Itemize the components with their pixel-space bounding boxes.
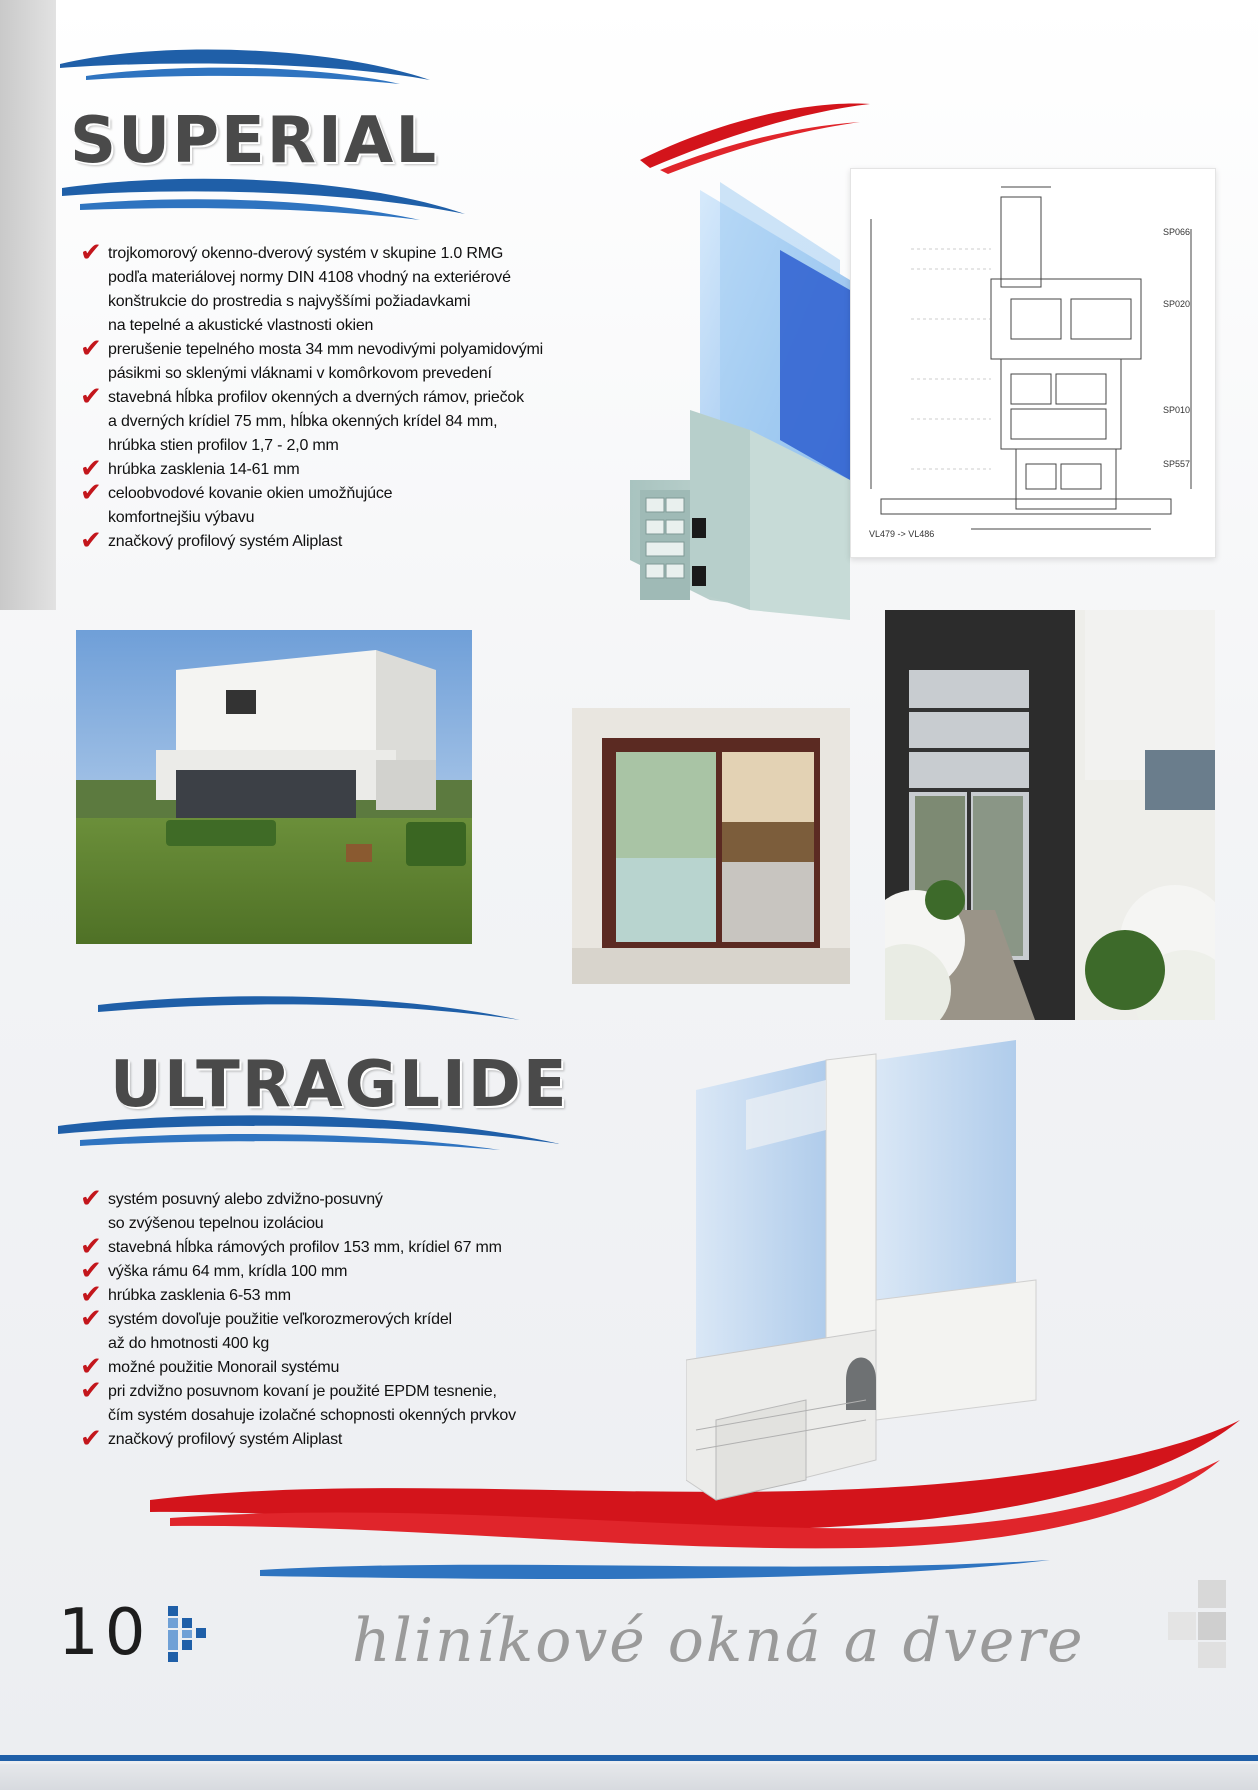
decorative-squares — [1168, 1580, 1232, 1670]
check-icon: ✔ — [80, 1232, 102, 1262]
footer-gray-bar — [0, 1764, 1258, 1790]
label-sp010: SP010 — [1163, 405, 1191, 415]
brand-logo-icon — [168, 1606, 232, 1670]
list-item: ✔ trojkomorový okenno-dverový systém v skupine 1.0 RMG podľa materiálovej normy DIN 4108 vhodný na exteriérové konštrukcie do prostredia s najvyššími požiadavkami na tepelné a akustické vlastnosti okien — [80, 238, 511, 334]
check-icon: ✔ — [80, 1376, 102, 1406]
blue-swoosh-mid-2 — [80, 199, 420, 220]
list-item: ✔ výška rámu 64 mm, krídla 100 mm — [80, 1256, 348, 1286]
check-icon: ✔ — [80, 382, 102, 412]
list-item: ✔ celoobvodové kovanie okien umožňujúce komfortnejšiu výbavu — [80, 478, 393, 526]
house-photo — [76, 630, 472, 944]
list-item: ✔ pri zdvižno posuvnom kovaní je použité EPDM tesnenie, čím systém dosahuje izolačné schopnosti okenných prvkov — [80, 1376, 516, 1424]
superial-feature-list — [78, 238, 638, 556]
list-item: ✔ stavebná hĺbka rámových profilov 153 mm, krídiel 67 mm — [80, 1232, 502, 1262]
ultraglide-title: ULTRAGLIDE — [110, 1048, 569, 1122]
list-item: ✔ možné použitie Monorail systému — [80, 1352, 340, 1382]
list-item: ✔ prerušenie tepelného mosta 34 mm nevodivými polyamidovými pásikmi so sklenými vláknami v komôrkovom prevedení — [80, 334, 544, 382]
check-icon: ✔ — [80, 526, 102, 556]
check-icon: ✔ — [80, 238, 102, 268]
list-item: ✔ stavebná hĺbka profilov okenných a dverných rámov, priečok a dverných krídiel 75 mm, hĺbka okenných krídel 84 mm, hrúbka stien profilov 1,7 - 2,0 mm — [80, 382, 524, 454]
superial-profile-image — [600, 180, 860, 620]
list-item: ✔ hrúbka zasklenia 14-61 mm — [80, 454, 300, 484]
check-icon: ✔ — [80, 1280, 102, 1310]
check-icon: ✔ — [80, 454, 102, 484]
red-swoosh-top — [640, 103, 870, 168]
footer-slogan: hliníkové okná a dvere — [352, 1606, 1085, 1676]
label-profile-range: VL479 -> VL486 — [869, 529, 935, 539]
list-item: ✔ systém dovoľuje použitie veľkorozmerových krídel až do hmotnosti 400 kg — [80, 1304, 452, 1352]
technical-drawing-lines — [851, 169, 1215, 557]
check-icon: ✔ — [80, 1184, 102, 1214]
entrance-photo — [885, 610, 1215, 1020]
check-icon: ✔ — [80, 478, 102, 508]
check-icon: ✔ — [80, 334, 102, 364]
check-icon: ✔ — [80, 1424, 102, 1454]
blue-swoosh-ultra-top — [98, 996, 520, 1020]
page-number: 10 — [58, 1596, 152, 1670]
sliding-door-photo — [572, 708, 850, 984]
check-icon: ✔ — [80, 1304, 102, 1334]
list-item: ✔ hrúbka zasklenia 6-53 mm — [80, 1280, 291, 1310]
list-item: ✔ systém posuvný alebo zdvižno-posuvný so zvýšenou tepelnou izoláciou — [80, 1184, 383, 1232]
label-sp066: SP066 — [1163, 227, 1191, 237]
technical-drawing — [850, 168, 1216, 558]
blue-swoosh-ultra-bottom-2 — [80, 1134, 500, 1150]
superial-title: SUPERIAL — [70, 104, 439, 178]
ultraglide-profile-image — [686, 1040, 1046, 1510]
blue-swoosh-bottom — [260, 1560, 1050, 1579]
label-sp020: SP020 — [1163, 299, 1191, 309]
label-sp557: SP557 — [1163, 459, 1191, 469]
footer-blue-bar — [0, 1755, 1258, 1761]
list-item: ✔ značkový profilový systém Aliplast — [80, 1424, 343, 1454]
check-icon: ✔ — [80, 1256, 102, 1286]
ultraglide-feature-list — [78, 1184, 638, 1454]
list-item: ✔ značkový profilový systém Aliplast — [80, 526, 343, 556]
check-icon: ✔ — [80, 1352, 102, 1382]
